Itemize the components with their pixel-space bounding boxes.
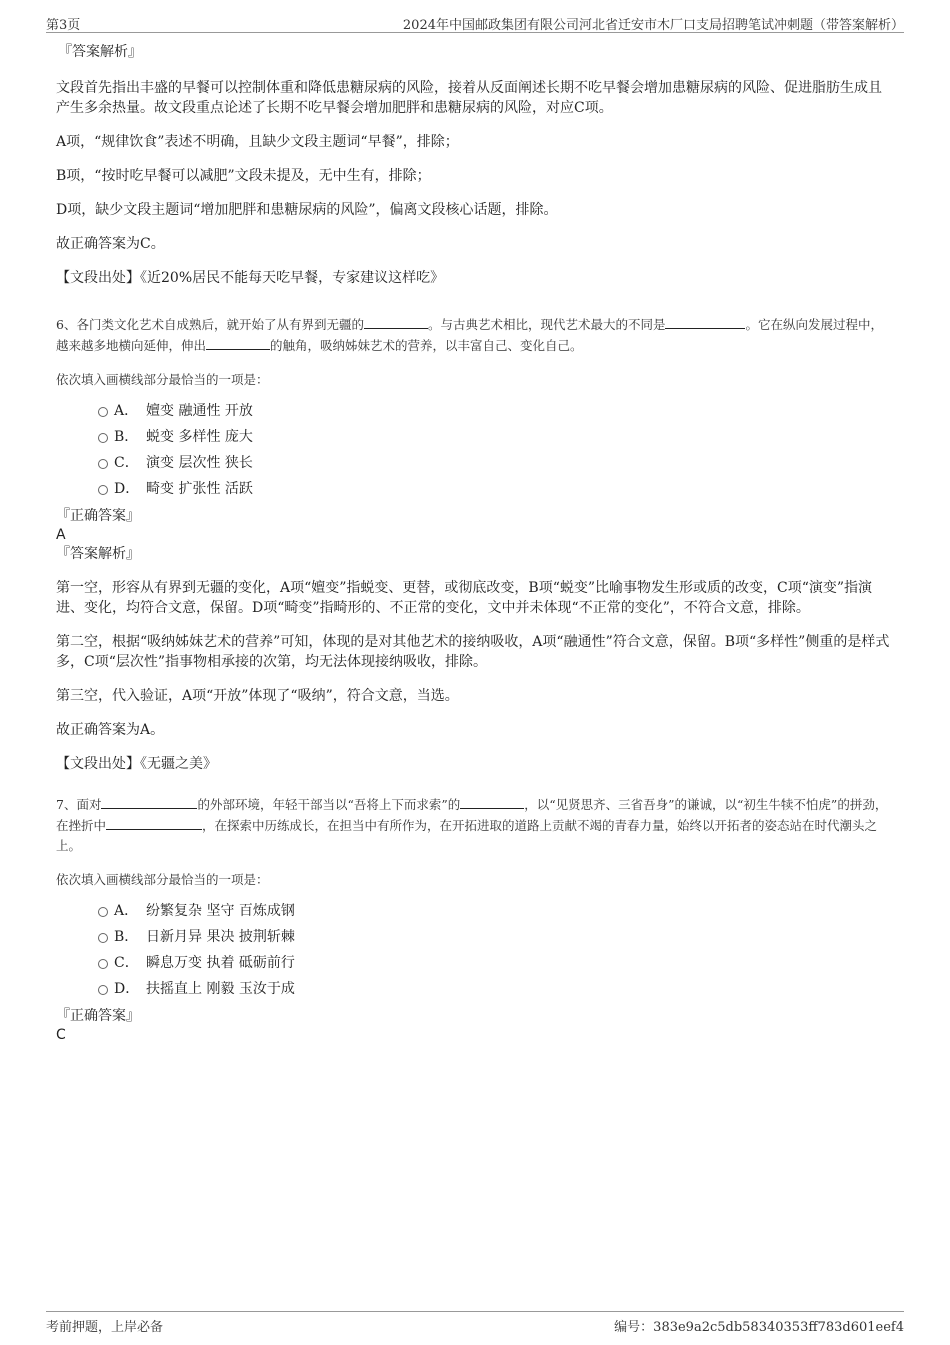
document-body <box>56 42 894 1044</box>
option-a[interactable]: A． 纷繁复杂 坚守 百炼成钢 <box>56 898 894 924</box>
option-b[interactable]: B． 日新月异 果决 披荆斩棘 <box>56 924 894 950</box>
analysis-paragraph: 故正确答案为C。 <box>56 236 165 252</box>
document-title: 2024年中国邮政集团有限公司河北省迁安市木厂口支局招聘笔试冲刺题（带答案解析） <box>402 18 904 33</box>
question-stem: 7、面对 的外部环境，年轻干部当以“吾将上下而求索”的 ，以“见贤思齐、三省吾身”的谦诚，以“初生牛犊不怕虎”的拼劲，在挫折中 ，在探索中历练成长，在担当中有所作为，在开拓进取的道路上贡献不竭的青春力量，始终以开拓者的姿态站在时代潮头之上。 <box>56 794 894 856</box>
answer-label: 『正确答案』 <box>56 508 140 524</box>
option-d[interactable]: D． 畸变 扩张性 活跃 <box>56 476 894 502</box>
page-header <box>46 12 904 33</box>
option-b[interactable]: B． 蜕变 多样性 庞大 <box>56 424 894 450</box>
option-list <box>56 898 894 1002</box>
analysis-paragraph: 第二空，根据“吸纳姊妹艺术的营养”可知，体现的是对其他艺术的接纳吸收，A项“融通性”符合文意，保留。B项“多样性”侧重的是样式多，C项“层次性”指事物相承接的次第，均无法体现接纳吸收，排除。 <box>56 634 890 670</box>
document-id: 编号：383e9a2c5db58340353ff783d601eef4 <box>614 1320 904 1335</box>
option-list <box>56 398 894 502</box>
question-prompt: 依次填入画横线部分最恰当的一项是： <box>56 372 269 387</box>
footer-slogan: 考前押题，上岸必备 <box>46 1320 164 1335</box>
radio-icon[interactable] <box>98 907 108 917</box>
fill-blank <box>460 794 524 809</box>
radio-icon[interactable] <box>98 459 108 469</box>
analysis-paragraph: D项，缺少文段主题词“增加肥胖和患糖尿病的风险”，偏离文段核心话题，排除。 <box>56 202 558 218</box>
page-footer <box>46 1311 904 1334</box>
analysis-label: 『答案解析』 <box>56 546 140 562</box>
option-c[interactable]: C． 演变 层次性 狭长 <box>56 450 894 476</box>
analysis-paragraph: B项，“按时吃早餐可以减肥”文段未提及，无中生有，排除； <box>56 168 431 184</box>
radio-icon[interactable] <box>98 407 108 417</box>
fill-blank <box>101 794 197 809</box>
correct-answer: A <box>56 527 66 543</box>
option-a[interactable]: A． 嬗变 融通性 开放 <box>56 398 894 424</box>
analysis-paragraph: 故正确答案为A。 <box>56 722 165 738</box>
radio-icon[interactable] <box>98 485 108 495</box>
radio-icon[interactable] <box>98 959 108 969</box>
source-citation: 【文段出处】《无疆之美》 <box>56 756 217 772</box>
option-c[interactable]: C． 瞬息万变 执着 砥砺前行 <box>56 950 894 976</box>
analysis-paragraph: 第三空，代入验证，A项“开放”体现了“吸纳”，符合文意，当选。 <box>56 688 459 704</box>
fill-blank <box>665 314 745 329</box>
question-6 <box>56 314 894 774</box>
page-number: 第3页 <box>46 18 81 33</box>
question-prompt: 依次填入画横线部分最恰当的一项是： <box>56 872 269 887</box>
question-7 <box>56 794 894 1044</box>
analysis-label: 『答案解析』 <box>58 44 142 60</box>
radio-icon[interactable] <box>98 985 108 995</box>
fill-blank <box>106 815 202 830</box>
option-d[interactable]: D． 扶摇直上 刚毅 玉汝于成 <box>56 976 894 1002</box>
source-citation: 【文段出处】《近20%居民不能每天吃早餐，专家建议这样吃》 <box>56 270 445 286</box>
correct-answer: C <box>56 1027 66 1043</box>
answer-label: 『正确答案』 <box>56 1008 140 1024</box>
analysis-paragraph: 文段首先指出丰盛的早餐可以控制体重和降低患糖尿病的风险，接着从反面阐述长期不吃早餐会增加患糖尿病的风险、促进脂肪生成且产生多余热量。故文段重点论述了长期不吃早餐会增加肥胖和患糖尿病的风险，对应C项。 <box>56 80 882 116</box>
analysis-paragraph: 第一空，形容从有界到无疆的变化，A项“嬗变”指蜕变、更替，或彻底改变，B项“蜕变”比喻事物发生形或质的改变，C项“演变”指演进、变化，均符合文意，保留。D项“畸变”指畸形的、不正常的变化，文中并未体现“不正常的变化”，不符合文意，排除。 <box>56 580 873 616</box>
radio-icon[interactable] <box>98 433 108 443</box>
question-stem: 6、各门类文化艺术自成熟后，就开始了从有界到无疆的 。与古典艺术相比，现代艺术最大的不同是 。它在纵向发展过程中，越来越多地横向延伸，伸出 的触角，吸纳姊妹艺术的营养，以丰富自己、变化自己。 <box>56 314 894 356</box>
analysis-paragraph: A项，“规律饮食”表述不明确，且缺少文段主题词“早餐”，排除； <box>56 134 459 150</box>
radio-icon[interactable] <box>98 933 108 943</box>
fill-blank <box>206 335 270 350</box>
fill-blank <box>364 314 428 329</box>
